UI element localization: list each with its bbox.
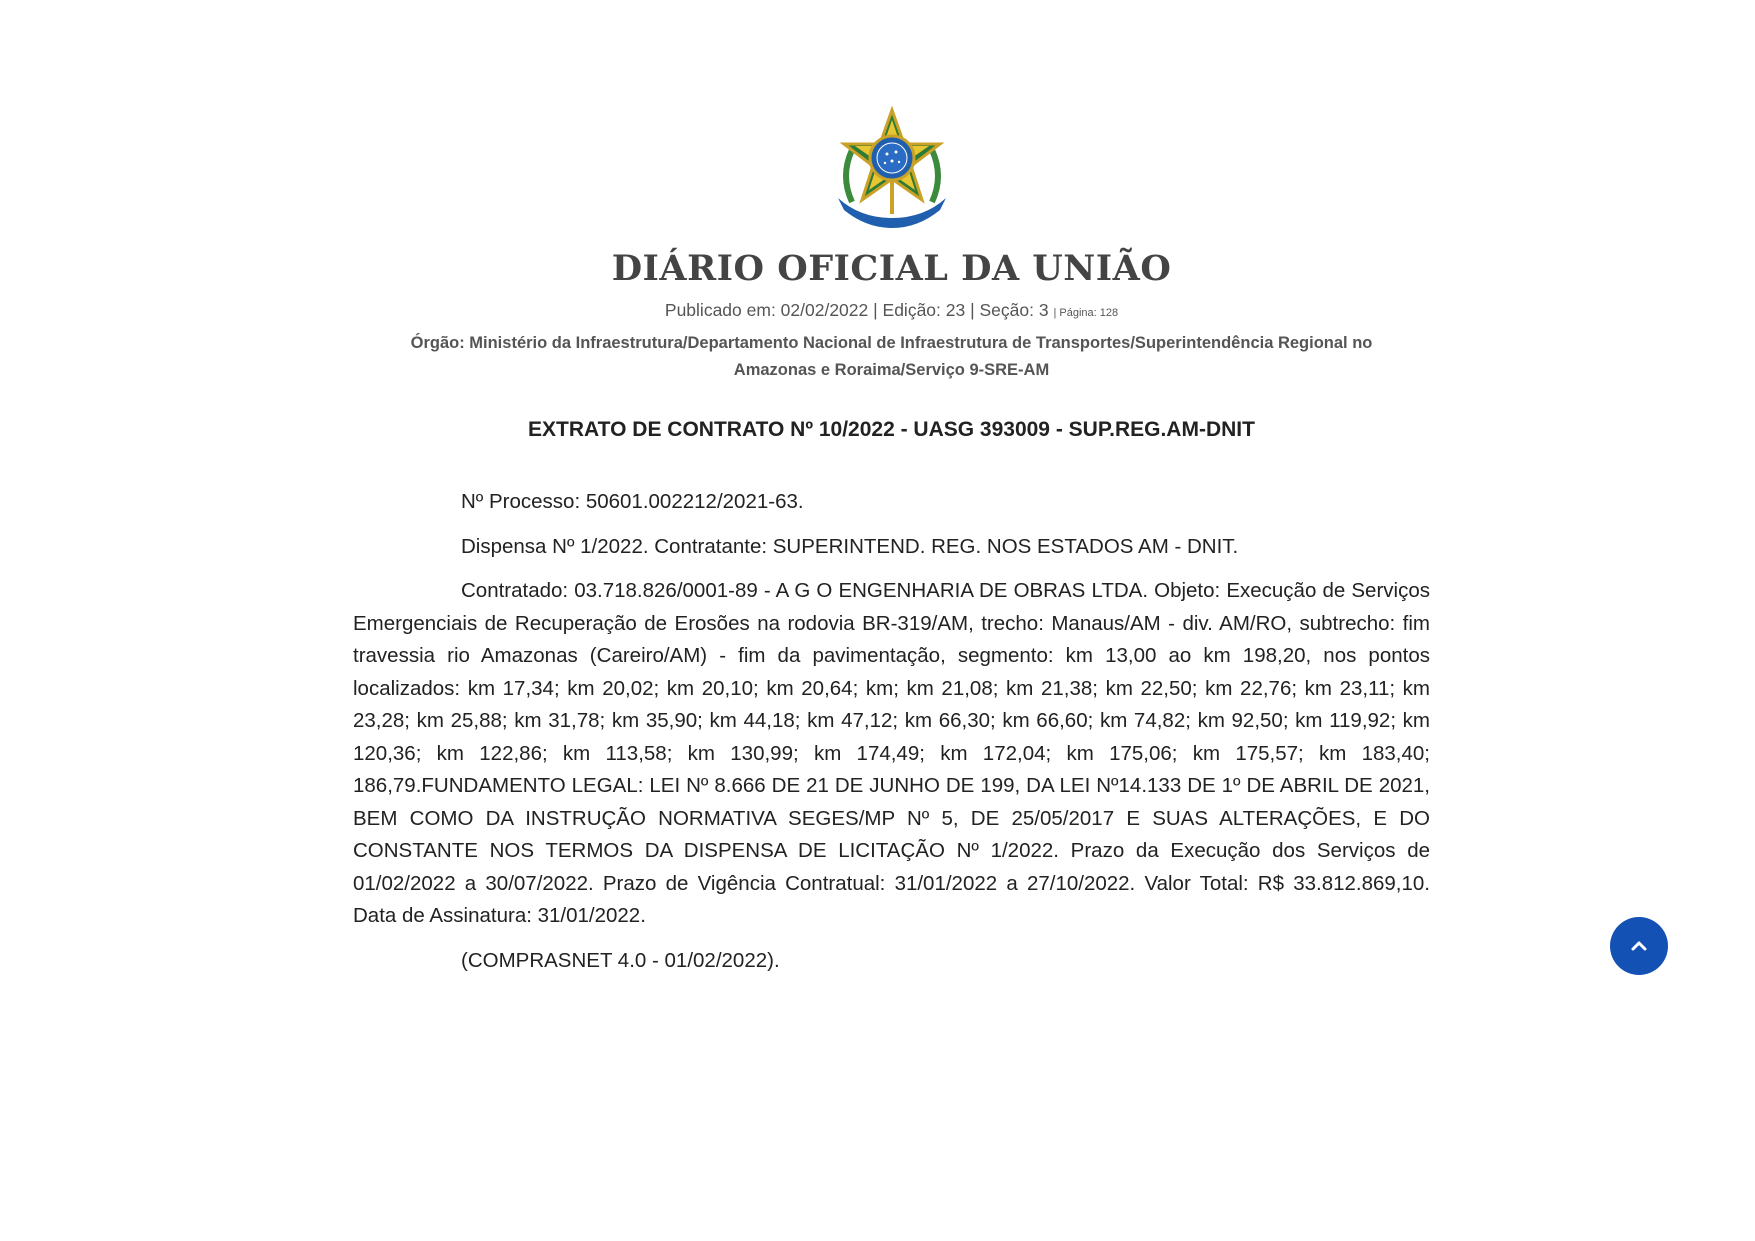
page-number: | Página: 128 <box>1053 307 1119 319</box>
journal-title: DIÁRIO OFICIAL DA UNIÃO <box>611 248 1172 289</box>
chevron-up-icon <box>1628 935 1650 957</box>
paragraph-processo: Nº Processo: 50601.002212/2021-63. <box>461 490 804 513</box>
paragraph-dispensa: Dispensa Nº 1/2022. Contratante: SUPERINTEND. REG. NOS ESTADOS AM - DNIT. <box>461 534 1239 558</box>
document-heading: EXTRATO DE CONTRATO Nº 10/2022 - UASG 393009 - SUP.REG.AM-DNIT <box>528 418 1255 441</box>
document-body <box>353 486 1430 989</box>
coat-of-arms-icon <box>830 106 954 230</box>
paragraph-source: (COMPRASNET 4.0 - 01/02/2022). <box>461 948 780 972</box>
publication-info <box>0 300 1755 321</box>
paragraph-contratado: Contratado: 03.718.826/0001-89 - A G O ENGENHARIA DE OBRAS LTDA. Objeto: Execução de Serviços Emergenciais de Recuperação de Erosões na rodovia BR-319/AM, trecho: Manaus/AM - div. AM/RO, subtrecho: fim travessia rio Amazonas (Careiro/AM) - fim da pavimentação, segmento: km 13,00 ao km 198,20, nos pontos localizados: km 17,34; km 20,02; km 20,10; km 20,64; km; km 21,08; km 21,38; km 22,50; km 22,76; km 23,11; km 23,28; km 25,88; km 31,78; km 35,90; km 44,18; km 47,12; km 66,30; km 66,60; km 74,82; km 92,50; km 119,92; km 120,36; km 122,86; km 113,58; km 130,99; km 174,49; km 172,04; km 175,06; km 175,57; km 183,40; 186,79.FUNDAMENTO LEGAL: LEI Nº 8.666 DE 21 DE JUNHO DE 199, DA LEI Nº14.133 DE 1º DE ABRIL DE 2021, BEM COMO DA INSTRUÇÃO NORMATIVA SEGES/MP Nº 5, DE 25/05/2017 E SUAS ALTERAÇÕES, E DO CONSTANTE NOS TERMOS DA DISPENSA DE LICITAÇÃO Nº 1/2022. Prazo da Execução dos Serviços de 01/02/2022 a 30/07/2022. Prazo de Vigência Contratual: 31/01/2022 a 27/10/2022. Valor Total: R$ 33.812.869,10. Data de Assinatura: 31/01/2022. <box>353 579 1430 927</box>
scroll-to-top-button[interactable] <box>1610 917 1668 975</box>
issuing-body: Órgão: Ministério da Infraestrutura/Departamento Nacional de Infraestrutura de Transportes/Superintendência Regional no Amazonas e Roraima/Serviço 9-SRE-AM <box>410 334 1373 379</box>
publication-details: Publicado em: 02/02/2022 | Edição: 23 | Seção: 3 <box>664 300 1049 320</box>
